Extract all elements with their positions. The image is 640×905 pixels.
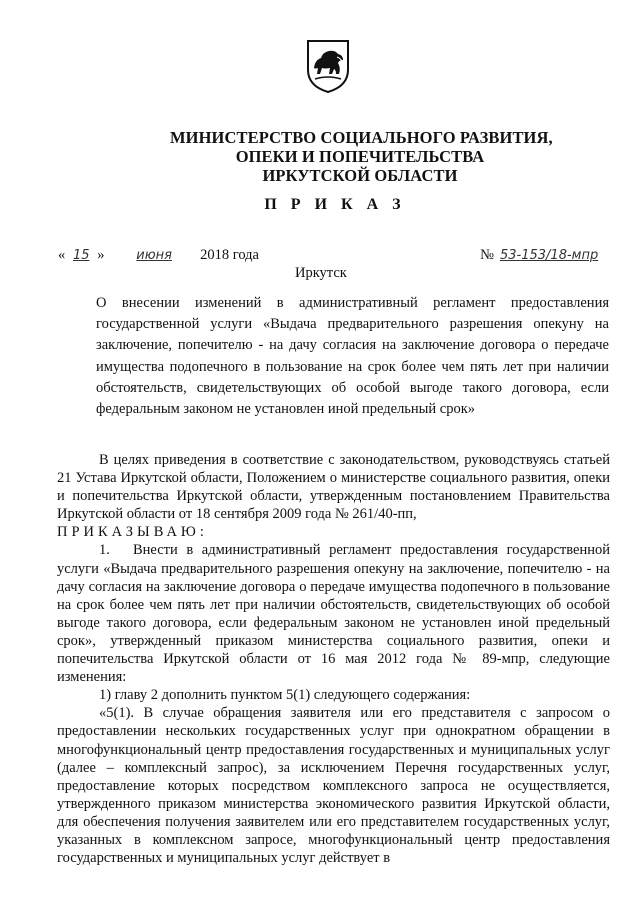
date-year: 2018 года bbox=[200, 247, 259, 263]
header-line-1: МИНИСТЕРСТВО СОЦИАЛЬНОГО РАЗВИТИЯ, bbox=[170, 128, 553, 147]
date-close-quote: » bbox=[97, 247, 105, 263]
date-day: 15 bbox=[72, 248, 90, 263]
irkutsk-coat-of-arms-icon bbox=[305, 38, 351, 94]
subitem-1-paragraph: 1) главу 2 дополнить пунктом 5(1) следующего содержания: bbox=[99, 687, 471, 704]
preamble-paragraph: В целях приведения в соответствие с законодательством, руководствуясь статьей 21 Устава Иркутской области, Положением о министерстве социального развития, опеки и попечительства Иркутской области, утвержденным постановлением Правительства Иркутской области от 18 сентября 2009 года № 261/40-пп, bbox=[57, 452, 610, 523]
item-1-text: Внести в административный регламент предоставления государственной услуги «Выдача предварительного разрешения опекуну на заключение, попечителю - на дачу согласия на заключение договора о передаче имущества подопечного в пользование на срок более чем пять лет при наличии обстоятельств, свидетельствующих об особой выгоде такого договора, если федеральным законом не установлен иной предельный срок», утвержденный приказом министерства социального развития, опеки и попечительства Иркутской области от 16 мая 2012 года № 89-мпр, следующие изменения: bbox=[57, 542, 610, 686]
document-subject bbox=[96, 293, 609, 420]
item-1-paragraph bbox=[57, 541, 610, 686]
header-line-3: ИРКУТСКОЙ ОБЛАСТИ bbox=[262, 166, 458, 185]
quoted-paragraph: «5(1). В случае обращения заявителя или его представителя с запросом о предоставлении нескольких государственных услуг при однократном обращении в многофункциональный центр предоставления государственных и муниципальных услуг (далее – комплексный запрос), за исключением Перечня государственных услуг, предоставление которых посредством комплексного запроса не осуществляется, утвержденного приказом министерства экономического развития Иркутской области, для обеспечения получения заявителем или его представителем государственных услуг, указанных в комплексном запросе, многофункциональный центр предоставления государственных и муниципальных услуг действует в bbox=[57, 705, 610, 867]
header-line-2: ОПЕКИ И ПОПЕЧИТЕЛЬСТВА bbox=[235, 147, 485, 166]
number-value: 53-153/18-мпр bbox=[500, 248, 599, 263]
ministry-header bbox=[170, 128, 553, 185]
order-word: ПРИКАЗЫВАЮ: bbox=[57, 524, 208, 541]
number-sign: № bbox=[480, 247, 494, 263]
date-month: июня bbox=[136, 248, 172, 263]
document-city: Иркутск bbox=[295, 265, 347, 281]
document-type: П Р И К А З bbox=[264, 196, 406, 213]
date-open-quote: « bbox=[58, 247, 66, 263]
subject-text: О внесении изменений в административный регламент предоставления государственной услуги «Выдача предварительного разрешения опекуну на заключение, попечителю - на дачу согласия на заключение договора о передаче имущества подопечного в пользование на срок более чем пять лет при наличии обстоятельств, свидетельствующих об особой выгоде такого договора, если федеральным законом не установлен иной предельный срок» bbox=[96, 295, 609, 418]
document-number bbox=[480, 247, 600, 264]
document-body bbox=[57, 451, 610, 867]
item-1-number: 1. bbox=[99, 542, 110, 559]
document-date bbox=[58, 247, 259, 264]
